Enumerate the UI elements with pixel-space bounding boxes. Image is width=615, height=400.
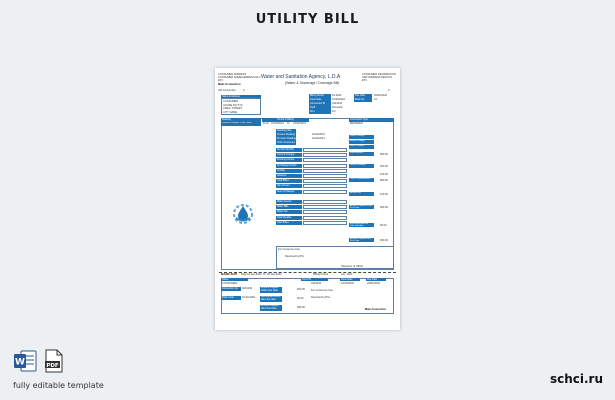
charge-label: Current Charges	[276, 153, 302, 157]
meta-label-1: Issue Date	[309, 98, 331, 102]
right-value: 900.00	[380, 205, 388, 209]
reading-row-value-1: 01/12/2021	[312, 133, 325, 137]
slip-row-label-1: Bank Code	[221, 296, 241, 300]
charge2-label: Total Billed	[276, 221, 302, 225]
main-connection-label: Main Connection	[218, 81, 241, 86]
bill-document	[215, 68, 400, 330]
right-value: 990.00	[380, 238, 388, 242]
charge-label: Penalty	[276, 169, 302, 173]
left-header-line-3: ETC	[218, 79, 224, 82]
charge-value-cell	[303, 179, 347, 183]
right-value: 800.00	[380, 152, 388, 156]
meta-label-2: Connection ID	[309, 102, 331, 106]
meta-value-1: 01/10/2022	[332, 98, 345, 102]
connection-value: METERED	[350, 122, 363, 126]
right-label: Amount Payable after Due Date	[349, 238, 374, 242]
meta-label-3: Tariff	[309, 106, 331, 110]
old-connection-right: 0	[388, 89, 390, 92]
meta-right-label-1: Book No	[354, 98, 372, 102]
billing-period-label: Billing Period	[313, 273, 329, 276]
slip-value-2: 01/10/2022	[341, 281, 354, 285]
address-box	[221, 98, 261, 115]
right-header-line-3: ETC	[362, 79, 368, 82]
slip-row-amt-1: 90.00	[297, 297, 304, 300]
meta-label-0: Billing Month	[309, 94, 331, 98]
charge-value-cell	[303, 148, 347, 152]
slip-row-amt-2: 990.00	[297, 306, 305, 309]
slip-row-amt-0: 900.00	[297, 288, 305, 291]
charge2-label: Water Arrears	[276, 200, 302, 204]
period-header: Period of Billing	[262, 118, 309, 122]
slip-col-1: Conn ID	[301, 278, 328, 281]
charge-label: Pending Arrears	[276, 158, 302, 162]
right-value: 800.00	[380, 178, 388, 182]
slip-value-3: 20/01/2022	[367, 281, 380, 285]
slip-value-1: 0101234	[311, 281, 322, 285]
reading-row-label-2: Previous Reading	[277, 137, 296, 140]
slip-row-value-1: 01-00-0001	[242, 296, 256, 300]
address-line-2: HOUSE NO XYZ	[223, 103, 243, 107]
agency-name: Water and Sanitation Agency, L.D.A	[261, 74, 341, 80]
agency-subtitle: (Water & Sewerage / Drainage Bill)	[285, 80, 340, 85]
charge-value-cell	[303, 174, 347, 178]
charge-label: Sum of Charges	[276, 190, 302, 194]
right-value: 100.00	[380, 192, 388, 196]
period-to-value: 31/12/2021	[293, 122, 306, 126]
reading-row-label-3: Units Consumed	[277, 141, 295, 144]
slip-row-label-0: Connection No	[221, 287, 241, 291]
meta-right-label-0: Due Date	[354, 94, 372, 98]
right-label: Arrears Bill	[349, 192, 374, 196]
right-label: Meter Charges	[349, 145, 374, 149]
right-value: 200.00	[380, 164, 388, 168]
right-header-line-2: AND ADDRESS DETAILS	[362, 76, 392, 79]
address-line-4: CITY NAME	[223, 110, 238, 114]
reading-col-3: Rate	[246, 121, 252, 124]
water-drop-logo-icon	[231, 202, 255, 226]
meta-value-3: Domestic	[332, 106, 343, 110]
period-from: From	[263, 122, 270, 126]
reading-col-2: Units	[240, 121, 246, 124]
slip-col-0: Name	[221, 278, 248, 281]
reading-row-label-1: Present Reading	[277, 133, 295, 136]
charge-label: Service Monthly	[276, 148, 302, 152]
right-label: Surcharge Amount after due date	[349, 223, 374, 227]
right-label: Sewer Charges	[349, 140, 374, 144]
charge-label: Advance	[276, 174, 302, 178]
readings-header: Reading	[221, 118, 261, 122]
slip-main-connection: Main Connection	[365, 308, 386, 311]
received-by-label: Received by/Pro	[285, 255, 305, 258]
reading-cols	[221, 122, 261, 126]
meta-right-value-1: 01	[374, 98, 377, 102]
old-connection-label: Old Connection	[218, 89, 236, 92]
meta-value-4: 1/2	[332, 110, 336, 114]
right-value: 100.00	[380, 172, 388, 176]
pdf-icon-text: PDF	[46, 362, 59, 369]
meta-right-value-0: 20/01/2022	[374, 94, 387, 98]
left-header-line-1: CONSUMER ADDRESS	[218, 73, 247, 76]
right-label: Amount Payable within Due Date	[350, 205, 373, 209]
slip-row-amt-label-0: Amount Payable within Due Date	[260, 287, 282, 293]
charge-value-cell	[303, 184, 347, 188]
slip-received: Received by/Pro	[311, 296, 331, 299]
right-label: Water Arrears	[349, 152, 374, 156]
old-connection-value: 0	[243, 89, 245, 92]
charge-label: Surcharge Arrears	[276, 164, 302, 168]
period-from-value: 01/12/2021	[271, 122, 284, 126]
connection-header: Connection Type	[349, 118, 394, 122]
word-file-icon	[13, 350, 37, 372]
slip-col-2: Issue Date	[340, 278, 360, 281]
reading-row-label-0: Reading Date	[276, 129, 296, 133]
right-label: Water Charges	[349, 135, 374, 139]
charge-value-cell	[303, 190, 347, 194]
right-label: Total Current Amount	[349, 178, 374, 182]
right-label: Sewer Drainage	[349, 164, 374, 168]
slip-value-0: CONSUMER	[222, 281, 238, 285]
address-header: Name & Address	[221, 95, 261, 98]
charge2-value-cell	[303, 205, 347, 209]
charge2-value-cell	[303, 221, 347, 225]
footer-label: fully editable template	[13, 381, 104, 390]
slip-consumer-use: For Consumer Use	[311, 289, 333, 292]
charge2-value-cell	[303, 216, 347, 220]
reading-col-0: Present	[222, 121, 230, 124]
bank-due-value: 01-Jan-2022	[247, 273, 262, 276]
meta-value-0: 01-2022	[332, 94, 342, 98]
meta-value-2: 0101234	[332, 102, 343, 106]
charge-value-cell	[303, 164, 347, 168]
bank-to-label: To	[263, 273, 266, 276]
slip-row-amt-label-1: Surcharge Amount after due date	[261, 296, 281, 301]
address-line-3: AREA / STREET	[223, 107, 243, 111]
signature-label: Signature of Officer	[341, 264, 364, 268]
billing-period-value: Jan, 2022	[341, 273, 353, 276]
charge2-value-cell	[303, 210, 347, 214]
right-value: 90.00	[380, 223, 387, 227]
reading-row-value-2: 01/11/2021	[312, 137, 325, 141]
charge-value-cell	[303, 158, 347, 162]
left-header-line-2: CONSUMER NAME/ADDRESS ETC	[218, 76, 261, 79]
charge2-label: Water Tax	[276, 210, 302, 214]
site-name[interactable]: schci.ru	[549, 372, 603, 386]
bank-due-label: Date	[241, 273, 247, 276]
slip-col-3: Due Date	[366, 278, 386, 281]
slip-row-amt-label-2: Amount Payable after Due Date	[260, 305, 282, 311]
page-title: UTILITY BILL	[255, 12, 360, 27]
charge2-label: Total Payable	[276, 216, 302, 220]
charge-label: Tax Amount	[276, 184, 302, 188]
charge2-value-cell	[303, 200, 347, 204]
pdf-file-icon	[44, 349, 64, 373]
consumer-use-label: For Consumer Use	[278, 247, 300, 251]
charge-value-cell	[303, 169, 347, 173]
bank-to-value: 28-Jan-2022	[267, 273, 282, 276]
bank-slip-label: BANK SLIP	[221, 272, 238, 276]
slip-row-value-0: 0101234	[242, 287, 253, 291]
charge-label: Total Billed	[276, 179, 302, 183]
meta-label-4: Size	[309, 110, 331, 114]
reading-col-1: Previous	[230, 121, 240, 124]
right-header-line-1: CONSUMER INFORMATION	[362, 73, 396, 76]
charge-value-cell	[303, 153, 347, 157]
address-line-1: CONSUMER	[223, 100, 239, 104]
charge2-label: Water Bills	[276, 205, 302, 209]
period-to: To	[287, 122, 290, 126]
word-icon-letter: W	[15, 357, 25, 368]
